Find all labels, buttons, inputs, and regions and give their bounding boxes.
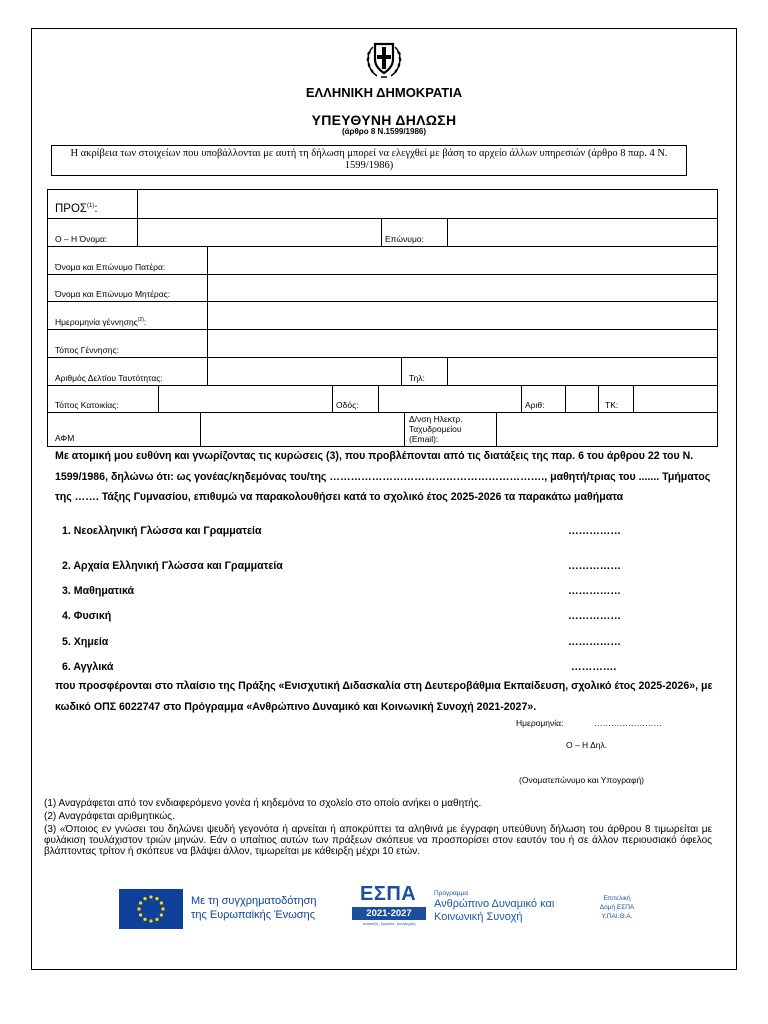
espa-motto: Ανάπτυξη - Εργασία - Αλληλεγγύη: [362, 922, 416, 926]
authority-line-2: Δομή ΕΣΠΑ: [599, 904, 635, 911]
espa-years: 2021-2027: [352, 907, 426, 920]
program-title: [434, 890, 554, 924]
subject-5-label: 5. Χημεία: [62, 636, 109, 648]
eu-cofunding-text: [191, 894, 317, 922]
personal-details-form: [47, 189, 718, 447]
footnote-2: (2) Αναγράφεται αριθμητικώς.: [44, 811, 175, 822]
id-number-label: Αριθμός Δελτίου Ταυτότητας:: [55, 373, 163, 383]
page-subtitle: (άρθρο 8 Ν.1599/1986): [341, 127, 427, 136]
eu-star: [155, 918, 158, 921]
eu-star: [149, 895, 152, 898]
footnote-3: (3) «Όποιος εν γνώσει του δηλώνει ψευδή γεγονότα ή αρνείται ή αποκρύπτει τα αληθινά με έγγραφη υπεύθυνη δήλωση του άρθρου 8 τιμωρείται με φυλάκιση τουλάχιστον τριών μηνών. Εάν ο υπαίτιος αυτών των πράξεων σκόπευε να προσπορίσει στον εαυτόν του ή σε άλλον περιουσιακό όφελος βλάπτοντας τρίτον ή σκόπευε να βλάψει άλλον, τιμωρείται με κάθειρξη μέχρι 10 ετών.: [44, 824, 712, 857]
father-name-label: Όνομα και Επώνυμο Πατέρα:: [55, 262, 166, 272]
signature-label: (Ονοματεπώνυμο και Υπογραφή): [519, 775, 645, 785]
eu-line-1: Με τη συγχρηματοδότηση: [191, 895, 317, 907]
eu-star: [143, 918, 146, 921]
declaration-intro: Με ατομική μου ευθύνη και γνωρίζοντας τις κυρώσεις (3), που προβλέπονται από τις διατάξεις της παρ. 6 του άρθρου 22 του Ν. 1599/1986, δηλώνω ότι: ως γονέας/κηδεμόνας του/της ……………………………………………………., μαθητή/τριας του ....... Τμήματος της ……. Τάξης Γυμνασίου, επιθυμώ να παρακολουθήσει κατά το σχολικό έτος 2025-2026 τα παρακάτω μαθήματα: [55, 450, 711, 503]
page-title: ΥΠΕΥΘΥΝΗ ΔΗΛΩΣΗ: [311, 112, 457, 128]
greek-emblem-icon: [359, 33, 409, 83]
subject-1-dots: ……………: [568, 525, 621, 537]
postcode-label: ΤΚ:: [605, 400, 619, 410]
notice-box: Η ακρίβεια των στοιχείων που υποβάλλονται με αυτή τη δήλωση μπορεί να ελεγχθεί με βάση το αρχείο άλλων υπηρεσιών (άρθρο 8 παρ. 4 Ν. 1599/1986): [51, 145, 687, 176]
eu-star: [160, 913, 163, 916]
date-dots: ……………………: [594, 718, 662, 728]
subject-3-dots: ……………: [568, 585, 621, 597]
subject-4-label: 4. Φυσική: [62, 610, 112, 622]
date-label: Ημερομηνία:: [516, 718, 564, 728]
eu-star: [139, 901, 142, 904]
eu-star: [137, 907, 140, 910]
subject-2-dots: ……………: [568, 560, 621, 572]
number-label: Αριθ:: [525, 400, 545, 410]
street-label: Οδός:: [336, 400, 359, 410]
subject-4-dots: ……………: [568, 610, 621, 622]
espa-logo-text: ΕΣΠΑ: [360, 883, 417, 905]
program-line-1: Ανθρώπινο Δυναμικό και: [434, 898, 555, 910]
declarant-label: Ο – Η Δηλ.: [566, 740, 608, 750]
surname-label: Επώνυμο:: [385, 234, 424, 244]
subject-3-label: 3. Μαθηματικά: [62, 585, 135, 597]
program-small-label: Πρόγραμμα: [434, 890, 468, 897]
birthplace-label: Τόπος Γέννησης:: [55, 345, 119, 355]
subject-2-label: 2. Αρχαία Ελληνική Γλώσσα και Γραμματεία: [62, 560, 283, 572]
afm-label: ΑΦΜ: [55, 433, 75, 443]
eu-star: [161, 907, 164, 910]
footnote-1: (1) Αναγράφεται από τον ενδιαφερόμενο γονέα ή κηδεμόνα το σχολείο στο οποίο ανήκει ο μαθητής.: [44, 798, 482, 809]
subject-6-dots: ………….: [571, 661, 617, 673]
name-label: Ο – Η Όνομα:: [55, 234, 108, 244]
mother-name-label: Όνομα και Επώνυμο Μητέρας:: [55, 289, 171, 299]
authority-line-3: Υ.ΠΑΙ.Θ.Α.: [601, 913, 633, 920]
birthdate-label: Ημερομηνία γέννησης$^{(2)}$:: [55, 317, 147, 327]
subject-1-label: 1. Νεοελληνική Γλώσσα και Γραμματεία: [62, 525, 262, 537]
authority-line-1: Επιτελική: [603, 895, 631, 902]
eu-star: [143, 897, 146, 900]
eu-star: [155, 897, 158, 900]
espa-logo: [352, 883, 426, 932]
subject-6-label: 6. Αγγλικά: [62, 661, 114, 673]
managing-authority-logo: [586, 894, 648, 921]
eu-line-2: της Ευρωπαϊκής Ένωσης: [191, 909, 315, 921]
funding-logos-bar: [119, 883, 653, 934]
eu-star: [139, 913, 142, 916]
phone-label: Τηλ:: [409, 373, 425, 383]
declaration-outro: που προσφέρονται στο πλαίσιο της Πράξης «Ενισχυτική Διδασκαλία στη Δευτεροβάθμια Εκπαίδευση, σχολικό έτος 2025-2026», με κωδικό ΟΠΣ 6022747 στο Πρόγραμμα «Ανθρώπινο Δυναμικό και Κοινωνική Συνοχή 2021-2027».: [55, 680, 713, 713]
residence-label: Τόπος Κατοικίας:: [55, 400, 119, 410]
eu-star: [160, 901, 163, 904]
program-line-2: Κοινωνική Συνοχή: [434, 911, 523, 923]
eu-flag-icon: [119, 889, 183, 929]
eu-star: [149, 919, 152, 922]
subject-5-dots: ……………: [568, 636, 621, 648]
country-heading: ΕΛΛΗΝΙΚΗ ΔΗΜΟΚΡΑΤΙΑ: [305, 85, 463, 100]
email-label: Δ/νση Ηλεκτρ. Ταχυδρομείου (Email):: [409, 414, 463, 444]
to-label: ΠΡΟΣ$^{(1)}$:: [55, 203, 98, 215]
